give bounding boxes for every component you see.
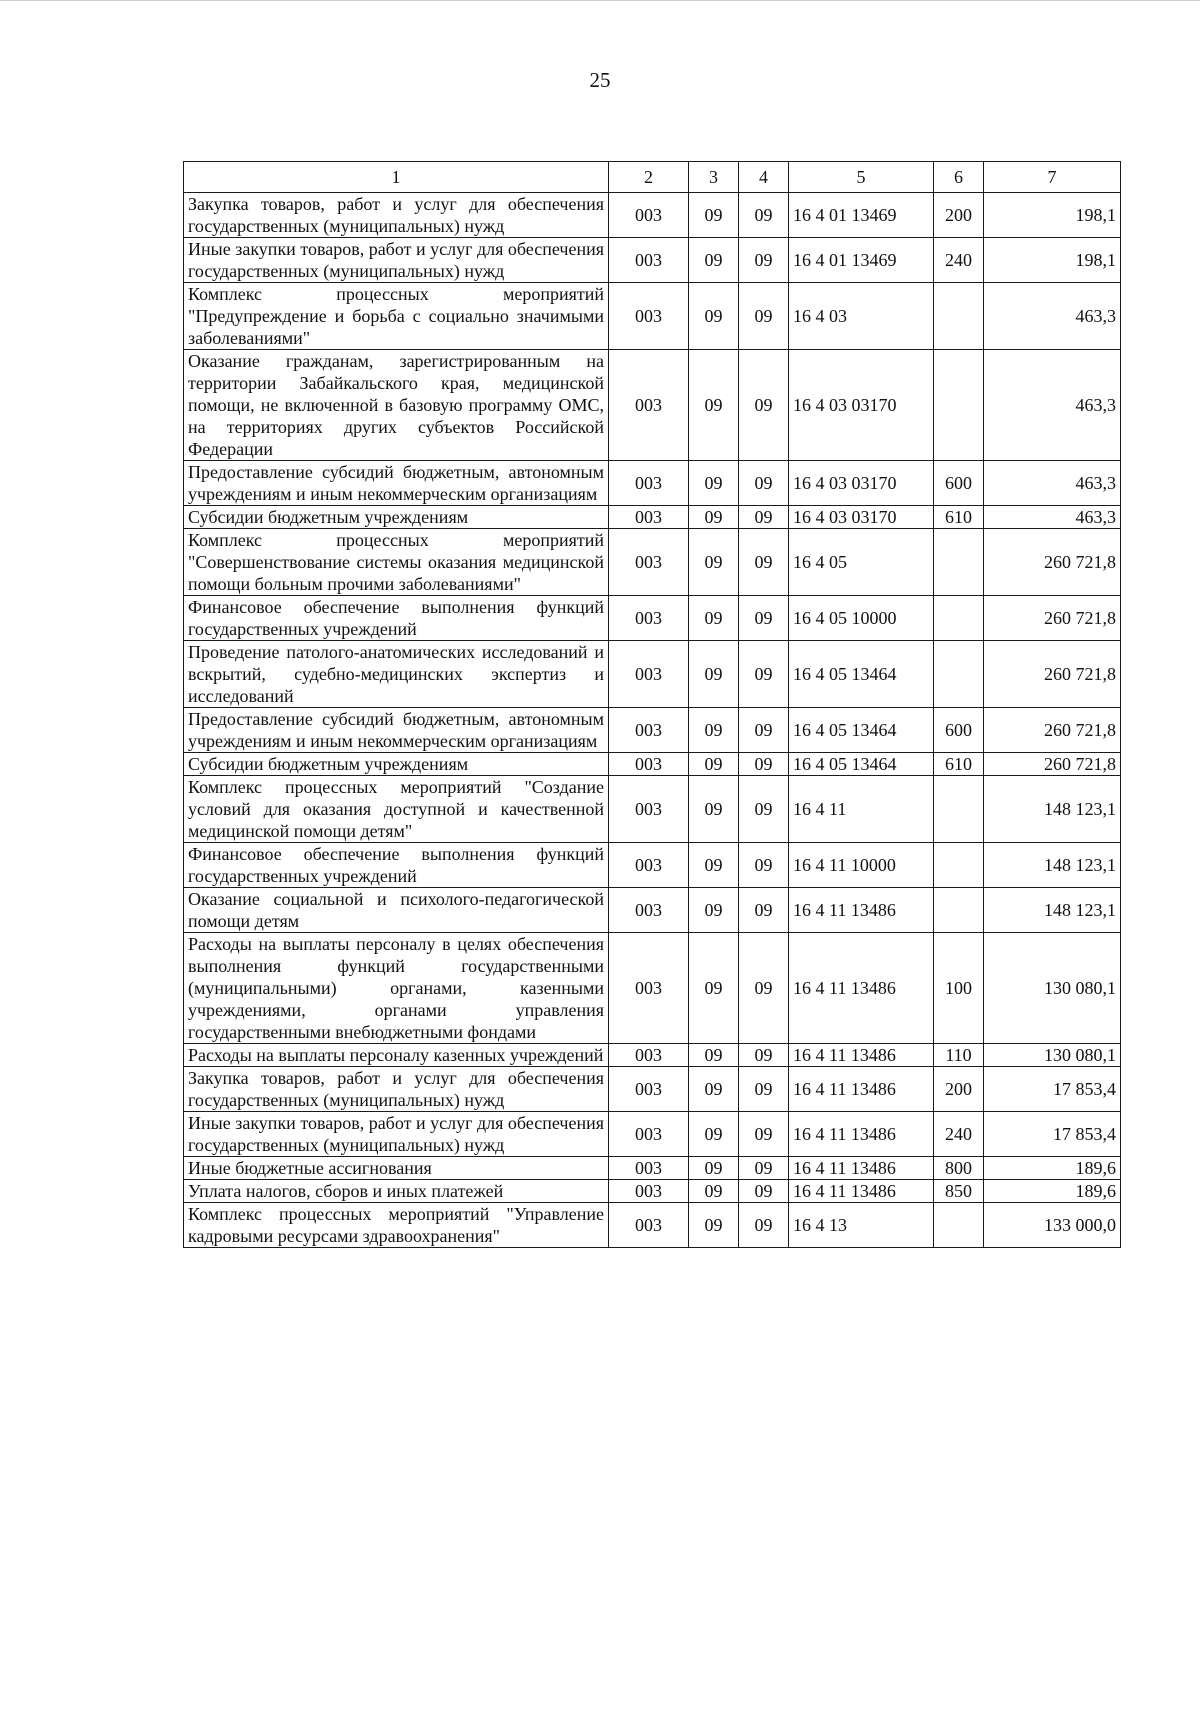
row-section-cell: 09	[689, 933, 739, 1044]
row-ministry-code-cell: 003	[609, 753, 689, 776]
table-row	[184, 843, 1121, 888]
row-target-article-cell: 16 4 11 13486	[789, 1112, 934, 1157]
row-target-article-cell: 16 4 05 13464	[789, 641, 934, 708]
column-header: 3	[689, 162, 739, 193]
table-row	[184, 506, 1121, 529]
table-row	[184, 1180, 1121, 1203]
row-name-cell: Уплата налогов, сборов и иных платежей	[184, 1180, 609, 1203]
table-row	[184, 1157, 1121, 1180]
page-number: 25	[589, 68, 611, 92]
row-expense-type-cell: 600	[934, 461, 984, 506]
row-name-cell: Комплекс процессных мероприятий "Управление кадровыми ресурсами здравоохранения"	[184, 1203, 609, 1248]
row-name-cell: Финансовое обеспечение выполнения функций государственных учреждений	[184, 843, 609, 888]
row-expense-type-cell: 240	[934, 238, 984, 283]
row-amount-cell: 260 721,8	[984, 529, 1121, 596]
row-ministry-code-cell: 003	[609, 283, 689, 350]
table-row	[184, 776, 1121, 843]
row-target-article-cell: 16 4 13	[789, 1203, 934, 1248]
row-section-cell: 09	[689, 506, 739, 529]
row-subsection-cell: 09	[739, 888, 789, 933]
table-row	[184, 933, 1121, 1044]
table-row	[184, 529, 1121, 596]
row-name-cell: Проведение патолого-анатомических исследований и вскрытий, судебно-медицинских экспертиз и исследований	[184, 641, 609, 708]
row-target-article-cell: 16 4 11 13486	[789, 1180, 934, 1203]
row-amount-cell: 148 123,1	[984, 888, 1121, 933]
row-subsection-cell: 09	[739, 193, 789, 238]
row-amount-cell: 130 080,1	[984, 933, 1121, 1044]
row-name-cell: Иные бюджетные ассигнования	[184, 1157, 609, 1180]
table-row	[184, 1044, 1121, 1067]
row-target-article-cell: 16 4 05 13464	[789, 708, 934, 753]
row-section-cell: 09	[689, 641, 739, 708]
row-name-cell: Иные закупки товаров, работ и услуг для обеспечения государственных (муниципальных) нужд	[184, 1112, 609, 1157]
row-amount-cell: 198,1	[984, 238, 1121, 283]
row-expense-type-cell	[934, 1203, 984, 1248]
row-section-cell: 09	[689, 1180, 739, 1203]
row-target-article-cell: 16 4 11 13486	[789, 1044, 934, 1067]
row-expense-type-cell: 600	[934, 708, 984, 753]
column-header: 6	[934, 162, 984, 193]
row-subsection-cell: 09	[739, 238, 789, 283]
row-subsection-cell: 09	[739, 1180, 789, 1203]
row-expense-type-cell: 110	[934, 1044, 984, 1067]
row-ministry-code-cell: 003	[609, 641, 689, 708]
row-expense-type-cell	[934, 888, 984, 933]
row-expense-type-cell	[934, 529, 984, 596]
row-section-cell: 09	[689, 708, 739, 753]
row-target-article-cell: 16 4 11 13486	[789, 1157, 934, 1180]
budget-table	[183, 161, 1121, 1248]
row-target-article-cell: 16 4 11 13486	[789, 1067, 934, 1112]
row-amount-cell: 463,3	[984, 461, 1121, 506]
table-row	[184, 461, 1121, 506]
row-subsection-cell: 09	[739, 506, 789, 529]
row-target-article-cell: 16 4 01 13469	[789, 238, 934, 283]
column-header: 2	[609, 162, 689, 193]
row-target-article-cell: 16 4 05 10000	[789, 596, 934, 641]
row-name-cell: Комплекс процессных мероприятий "Создание условий для оказания доступной и качественной медицинской помощи детям"	[184, 776, 609, 843]
row-target-article-cell: 16 4 01 13469	[789, 193, 934, 238]
row-amount-cell: 148 123,1	[984, 843, 1121, 888]
row-amount-cell: 463,3	[984, 350, 1121, 461]
row-subsection-cell: 09	[739, 1067, 789, 1112]
row-section-cell: 09	[689, 596, 739, 641]
row-amount-cell: 463,3	[984, 283, 1121, 350]
row-ministry-code-cell: 003	[609, 843, 689, 888]
table-row	[184, 193, 1121, 238]
row-amount-cell: 260 721,8	[984, 708, 1121, 753]
row-expense-type-cell: 200	[934, 1067, 984, 1112]
table-row	[184, 238, 1121, 283]
row-ministry-code-cell: 003	[609, 1180, 689, 1203]
row-ministry-code-cell: 003	[609, 933, 689, 1044]
row-ministry-code-cell: 003	[609, 888, 689, 933]
row-ministry-code-cell: 003	[609, 238, 689, 283]
row-expense-type-cell: 800	[934, 1157, 984, 1180]
row-ministry-code-cell: 003	[609, 776, 689, 843]
row-ministry-code-cell: 003	[609, 1112, 689, 1157]
row-subsection-cell: 09	[739, 350, 789, 461]
row-section-cell: 09	[689, 1112, 739, 1157]
row-section-cell: 09	[689, 1067, 739, 1112]
row-section-cell: 09	[689, 753, 739, 776]
table-row	[184, 753, 1121, 776]
row-target-article-cell: 16 4 11 13486	[789, 888, 934, 933]
row-expense-type-cell	[934, 350, 984, 461]
table-body	[184, 193, 1121, 1248]
table-row	[184, 596, 1121, 641]
row-target-article-cell: 16 4 05	[789, 529, 934, 596]
row-name-cell: Расходы на выплаты персоналу в целях обеспечения выполнения функций государственными (муниципальными) органами, казенными учреждениями, органами управления государственными внебюджетными фондами	[184, 933, 609, 1044]
row-target-article-cell: 16 4 11	[789, 776, 934, 843]
row-name-cell: Предоставление субсидий бюджетным, автономным учреждениям и иным некоммерческим организациям	[184, 708, 609, 753]
row-ministry-code-cell: 003	[609, 506, 689, 529]
row-expense-type-cell: 240	[934, 1112, 984, 1157]
row-subsection-cell: 09	[739, 529, 789, 596]
row-subsection-cell: 09	[739, 1157, 789, 1180]
row-amount-cell: 130 080,1	[984, 1044, 1121, 1067]
row-amount-cell: 133 000,0	[984, 1203, 1121, 1248]
row-subsection-cell: 09	[739, 1112, 789, 1157]
column-header: 4	[739, 162, 789, 193]
row-target-article-cell: 16 4 05 13464	[789, 753, 934, 776]
row-expense-type-cell: 610	[934, 506, 984, 529]
row-name-cell: Комплекс процессных мероприятий "Совершенствование системы оказания медицинской помощи больным прочими заболеваниями"	[184, 529, 609, 596]
row-name-cell: Расходы на выплаты персоналу казенных учреждений	[184, 1044, 609, 1067]
row-name-cell: Комплекс процессных мероприятий "Предупреждение и борьба с социально значимыми заболеваниями"	[184, 283, 609, 350]
row-amount-cell: 17 853,4	[984, 1067, 1121, 1112]
row-amount-cell: 189,6	[984, 1180, 1121, 1203]
row-amount-cell: 17 853,4	[984, 1112, 1121, 1157]
row-amount-cell: 463,3	[984, 506, 1121, 529]
row-target-article-cell: 16 4 03 03170	[789, 350, 934, 461]
table-row	[184, 1112, 1121, 1157]
column-header: 1	[184, 162, 609, 193]
row-ministry-code-cell: 003	[609, 350, 689, 461]
row-ministry-code-cell: 003	[609, 708, 689, 753]
row-section-cell: 09	[689, 1203, 739, 1248]
row-target-article-cell: 16 4 11 10000	[789, 843, 934, 888]
row-section-cell: 09	[689, 193, 739, 238]
row-name-cell: Предоставление субсидий бюджетным, автономным учреждениям и иным некоммерческим организациям	[184, 461, 609, 506]
table-row	[184, 641, 1121, 708]
row-amount-cell: 260 721,8	[984, 596, 1121, 641]
row-section-cell: 09	[689, 843, 739, 888]
row-subsection-cell: 09	[739, 933, 789, 1044]
row-amount-cell: 260 721,8	[984, 641, 1121, 708]
row-ministry-code-cell: 003	[609, 193, 689, 238]
table-row	[184, 708, 1121, 753]
row-expense-type-cell	[934, 596, 984, 641]
row-expense-type-cell	[934, 641, 984, 708]
row-subsection-cell: 09	[739, 753, 789, 776]
row-expense-type-cell: 610	[934, 753, 984, 776]
row-amount-cell: 189,6	[984, 1157, 1121, 1180]
row-amount-cell: 148 123,1	[984, 776, 1121, 843]
row-expense-type-cell: 200	[934, 193, 984, 238]
row-subsection-cell: 09	[739, 1044, 789, 1067]
row-section-cell: 09	[689, 1044, 739, 1067]
row-subsection-cell: 09	[739, 596, 789, 641]
table-row	[184, 888, 1121, 933]
row-expense-type-cell	[934, 776, 984, 843]
row-section-cell: 09	[689, 238, 739, 283]
row-target-article-cell: 16 4 03 03170	[789, 506, 934, 529]
row-expense-type-cell: 850	[934, 1180, 984, 1203]
row-subsection-cell: 09	[739, 776, 789, 843]
row-subsection-cell: 09	[739, 708, 789, 753]
row-ministry-code-cell: 003	[609, 596, 689, 641]
row-section-cell: 09	[689, 776, 739, 843]
row-name-cell: Оказание гражданам, зарегистрированным на территории Забайкальского края, медицинской помощи, не включенной в базовую программу ОМС, на территориях других субъектов Российской Федерации	[184, 350, 609, 461]
table-row	[184, 1067, 1121, 1112]
row-name-cell: Закупка товаров, работ и услуг для обеспечения государственных (муниципальных) нужд	[184, 1067, 609, 1112]
row-expense-type-cell	[934, 283, 984, 350]
row-ministry-code-cell: 003	[609, 529, 689, 596]
row-ministry-code-cell: 003	[609, 1157, 689, 1180]
row-name-cell: Иные закупки товаров, работ и услуг для обеспечения государственных (муниципальных) нужд	[184, 238, 609, 283]
row-subsection-cell: 09	[739, 843, 789, 888]
row-subsection-cell: 09	[739, 283, 789, 350]
row-target-article-cell: 16 4 03	[789, 283, 934, 350]
row-subsection-cell: 09	[739, 641, 789, 708]
row-name-cell: Субсидии бюджетным учреждениям	[184, 753, 609, 776]
row-section-cell: 09	[689, 350, 739, 461]
row-name-cell: Субсидии бюджетным учреждениям	[184, 506, 609, 529]
table-row	[184, 283, 1121, 350]
table-row	[184, 1203, 1121, 1248]
row-target-article-cell: 16 4 11 13486	[789, 933, 934, 1044]
table-row	[184, 350, 1121, 461]
row-expense-type-cell	[934, 843, 984, 888]
row-ministry-code-cell: 003	[609, 1203, 689, 1248]
row-subsection-cell: 09	[739, 1203, 789, 1248]
row-target-article-cell: 16 4 03 03170	[789, 461, 934, 506]
column-header: 7	[984, 162, 1121, 193]
row-subsection-cell: 09	[739, 461, 789, 506]
row-name-cell: Закупка товаров, работ и услуг для обеспечения государственных (муниципальных) нужд	[184, 193, 609, 238]
row-ministry-code-cell: 003	[609, 1067, 689, 1112]
row-section-cell: 09	[689, 1157, 739, 1180]
row-section-cell: 09	[689, 461, 739, 506]
row-name-cell: Финансовое обеспечение выполнения функций государственных учреждений	[184, 596, 609, 641]
row-section-cell: 09	[689, 888, 739, 933]
row-ministry-code-cell: 003	[609, 1044, 689, 1067]
row-expense-type-cell: 100	[934, 933, 984, 1044]
row-ministry-code-cell: 003	[609, 461, 689, 506]
row-amount-cell: 260 721,8	[984, 753, 1121, 776]
row-amount-cell: 198,1	[984, 193, 1121, 238]
table-header-row	[184, 162, 1121, 193]
row-name-cell: Оказание социальной и психолого-педагогической помощи детям	[184, 888, 609, 933]
row-section-cell: 09	[689, 529, 739, 596]
page-top-edge	[0, 0, 1200, 1]
column-header: 5	[789, 162, 934, 193]
row-section-cell: 09	[689, 283, 739, 350]
